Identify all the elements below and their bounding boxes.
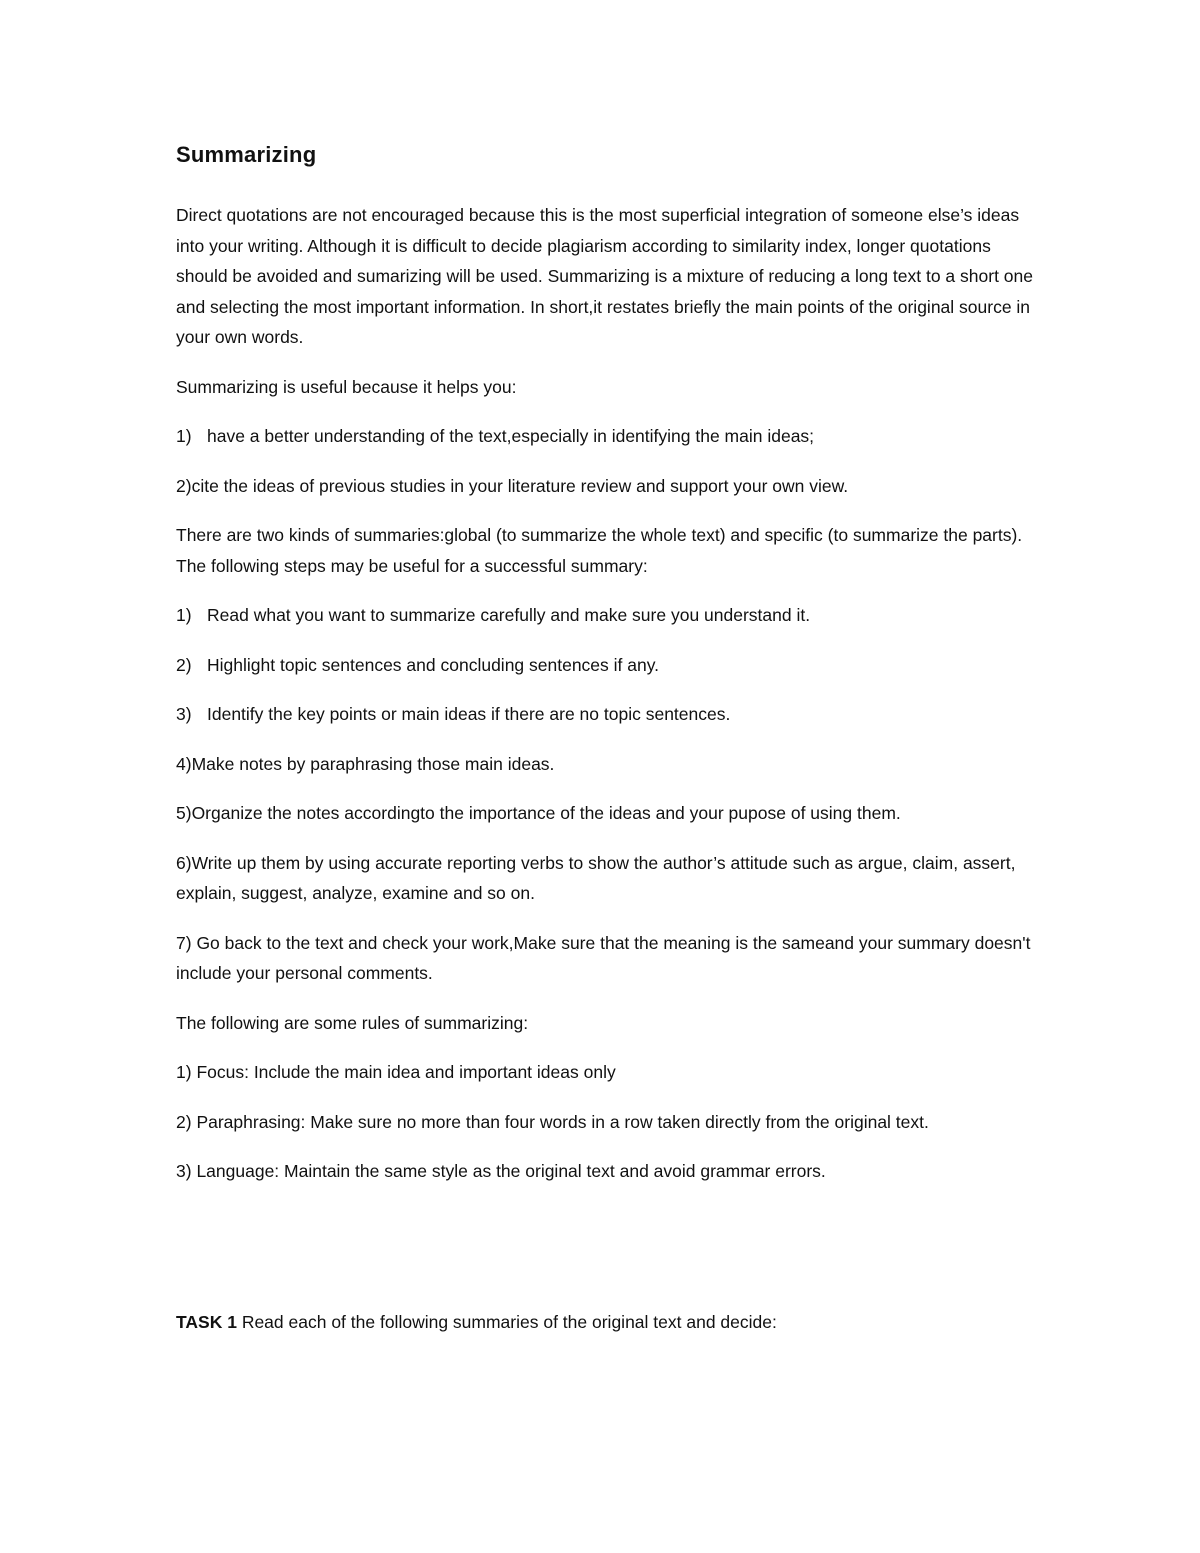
step-item xyxy=(176,650,1036,681)
rule-number: 3) xyxy=(176,1161,192,1181)
step-number: 2) xyxy=(176,654,192,675)
step-text: Highlight topic sentences and concluding sentences if any. xyxy=(207,654,660,675)
task-line xyxy=(176,1307,1036,1338)
step-item xyxy=(176,600,1036,631)
step-item xyxy=(176,749,1036,780)
list-item-text: cite the ideas of previous studies in your literature review and support your own view. xyxy=(191,475,849,496)
rule-text: Language: Maintain the same style as the original text and avoid grammar errors. xyxy=(196,1161,826,1181)
rule-number: 2) xyxy=(176,1111,192,1132)
rule-item xyxy=(176,1156,1036,1187)
step-item xyxy=(176,928,1036,989)
spacer xyxy=(176,1206,1036,1307)
rule-item xyxy=(176,1107,1036,1138)
step-number: 5) xyxy=(176,803,192,823)
step-number: 3) xyxy=(176,704,192,724)
step-text: Identify the key points or main ideas if there are no topic sentences. xyxy=(207,704,731,724)
task-text: Read each of the following summaries of the original text and decide: xyxy=(241,1311,777,1332)
task-label: TASK 1 xyxy=(176,1311,237,1332)
step-number: 1) xyxy=(176,605,192,625)
step-text: Organize the notes accordingto the importance of the ideas and your pupose of using them. xyxy=(191,803,901,823)
step-text: Read what you want to summarize carefully and make sure you understand it. xyxy=(207,605,811,625)
step-text: Make notes by paraphrasing those main ideas. xyxy=(191,753,555,774)
step-number: 4) xyxy=(176,753,192,774)
step-item xyxy=(176,848,1036,909)
list-item-number: 2) xyxy=(176,475,192,496)
list-item-text: have a better understanding of the text,especially in identifying the main ideas; xyxy=(207,426,815,446)
list-item xyxy=(176,471,1036,502)
step-number: 6) xyxy=(176,852,192,873)
rules-lead: The following are some rules of summarizing: xyxy=(176,1012,529,1033)
step-text: Write up them by using accurate reporting verbs to show the author’s attitude such as argue, claim, assert, explain, suggest, analyze, examine and so on. xyxy=(176,852,1016,903)
step-text: Go back to the text and check your work,Make sure that the meaning is the sameand your summary doesn't include your personal comments. xyxy=(176,932,1031,983)
rule-text: Paraphrasing: Make sure no more than four words in a row taken directly from the original text. xyxy=(196,1111,929,1132)
step-number: 7) xyxy=(176,932,192,953)
rule-item xyxy=(176,1057,1036,1088)
rule-number: 1) xyxy=(176,1062,192,1082)
kinds-paragraph: There are two kinds of summaries:global (to summarize the whole text) and specific (to summarize the parts). The following steps may be useful for a successful summary: xyxy=(176,525,1023,576)
intro-paragraph: Direct quotations are not encouraged because this is the most superficial integration of someone else’s ideas into your writing. Although it is difficult to decide plagiarism according to similarity index, longer quotations should be avoided and sumarizing will be used. Summarizing is a mixture of reducing a long text to a short one and selecting the most important information. In short,it restates briefly the main points of the original source in your own words. xyxy=(176,205,1033,347)
rule-text: Focus: Include the main idea and important ideas only xyxy=(196,1062,616,1082)
step-item xyxy=(176,699,1036,730)
useful-lead: Summarizing is useful because it helps you: xyxy=(176,376,517,397)
document-page xyxy=(176,140,1036,1356)
list-item-number: 1) xyxy=(176,426,192,446)
list-item xyxy=(176,421,1036,452)
page-title: Summarizing xyxy=(176,142,317,167)
step-item xyxy=(176,798,1036,829)
